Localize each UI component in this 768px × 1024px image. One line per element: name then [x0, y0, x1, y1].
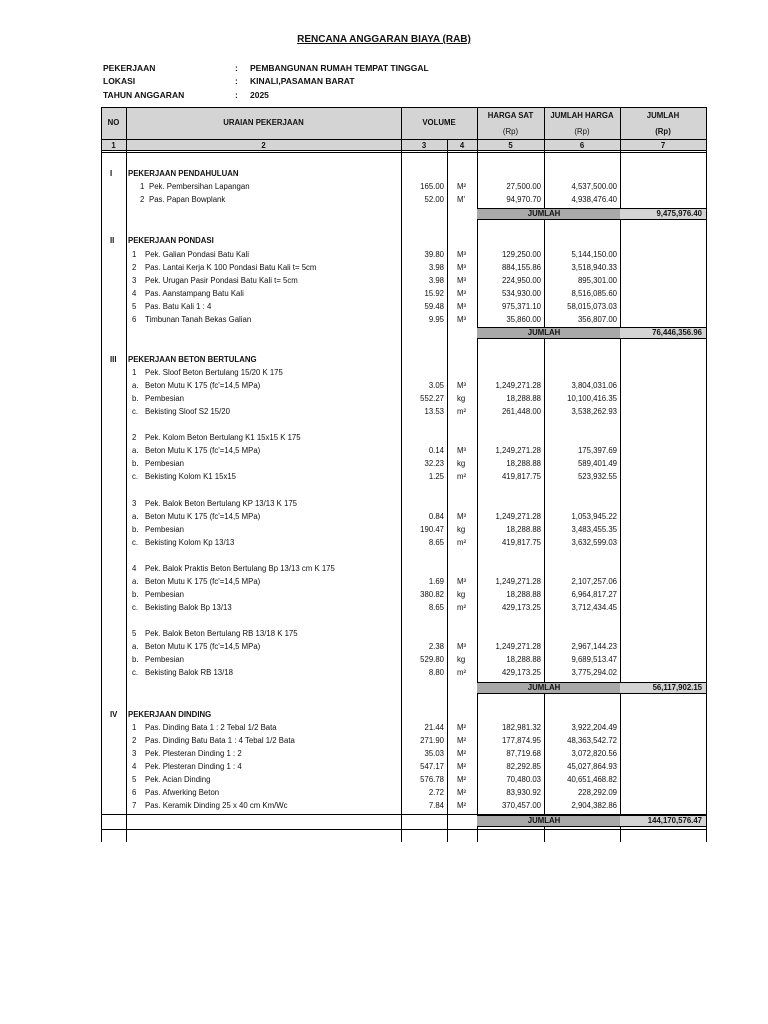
group-number: 4	[132, 564, 137, 573]
item-unit: M³	[457, 315, 467, 325]
item-description: Pek. Plesteran Dinding 1 : 2	[145, 749, 242, 759]
item-volume: 576.78	[420, 775, 444, 785]
item-unit: m²	[457, 472, 467, 482]
item-description: Pas. Batu Kali 1 : 4	[145, 302, 212, 312]
item-amount: 228,292.09	[577, 788, 617, 798]
section-title: PEKERJAAN DINDING	[128, 710, 212, 719]
section-total-value: 9,475,976.40	[656, 208, 702, 218]
group-number: 5	[132, 629, 137, 638]
item-number: a.	[132, 512, 139, 522]
header-col-number: 1	[111, 140, 116, 150]
item-description: Pas. Lantai Kerja K 100 Pondasi Batu Kali t= 5cm	[145, 263, 317, 273]
item-unit: M²	[457, 723, 467, 732]
item-volume: 8.65	[428, 538, 444, 548]
item-number: 2	[132, 736, 137, 746]
item-unit-price: 27,500.00	[506, 182, 541, 191]
item-amount: 4,537,500.00	[571, 182, 617, 191]
total-rule	[477, 338, 706, 339]
header-col-number: 5	[508, 140, 513, 150]
item-number: b.	[132, 655, 139, 665]
header-bottom-rule	[101, 139, 706, 140]
item-number: a.	[132, 577, 139, 587]
item-volume: 190.47	[420, 525, 444, 535]
info-key: PEKERJAAN	[103, 63, 156, 73]
total-rule	[477, 327, 706, 328]
item-amount: 356,807.00	[577, 315, 617, 325]
item-amount: 3,483,455.35	[571, 525, 617, 535]
item-unit-price: 129,250.00	[501, 250, 541, 259]
item-unit: M³	[457, 577, 467, 587]
item-volume: 271.90	[420, 736, 444, 746]
item-description: Pembesian	[145, 525, 185, 535]
item-amount: 3,775,294.02	[571, 668, 617, 678]
item-number: 2	[132, 263, 137, 273]
item-description: Bekisting Kolom Kp 13/13	[145, 538, 235, 548]
item-unit: M³	[457, 381, 467, 391]
total-rule	[477, 219, 706, 220]
section-number: IV	[110, 710, 118, 719]
item-volume: 1.25	[428, 472, 444, 482]
item-number: 7	[132, 801, 137, 811]
item-description: Pas. Dinding Bata 1 : 2 Tebal 1/2 Bata	[145, 723, 277, 732]
header-no: NO	[107, 118, 120, 127]
item-unit-price: 370,457.00	[501, 801, 541, 811]
table-bottom-rule	[101, 829, 706, 830]
item-amount: 589,401.49	[577, 459, 617, 469]
header-harga-sat-unit: (Rp)	[502, 127, 519, 136]
item-number: 5	[132, 775, 137, 785]
item-number: 6	[132, 788, 137, 798]
item-volume: 13.53	[424, 407, 444, 417]
item-unit: M³	[457, 276, 467, 286]
item-volume: 52.00	[424, 195, 444, 205]
item-volume: 529.80	[420, 655, 444, 665]
header-uraian: URAIAN PEKERJAAN	[223, 118, 304, 127]
item-amount: 5,144,150.00	[571, 250, 617, 259]
item-unit-price: 94,970.70	[506, 195, 541, 205]
item-number: b.	[132, 394, 139, 404]
item-unit-price: 18,288.88	[506, 394, 541, 404]
item-description: Pek. Urugan Pasir Pondasi Batu Kali t= 5cm	[145, 276, 298, 286]
header-volume: VOLUME	[422, 118, 456, 127]
group-number: 3	[132, 499, 137, 508]
item-amount: 3,538,262.93	[571, 407, 617, 417]
item-amount: 58,015,073.03	[567, 302, 617, 312]
item-unit-price: 18,288.88	[506, 590, 541, 600]
total-rule	[477, 208, 706, 209]
item-volume: 32.23	[424, 459, 444, 469]
item-unit: M³	[457, 289, 467, 299]
item-unit: M³	[457, 512, 467, 522]
item-number: c.	[132, 603, 139, 613]
item-volume: 7.84	[428, 801, 444, 811]
info-key: TAHUN ANGGARAN	[103, 90, 185, 100]
item-unit: kg	[457, 655, 466, 665]
item-number: b.	[132, 459, 139, 469]
item-number: c.	[132, 407, 139, 417]
item-amount: 9,689,513.47	[571, 655, 617, 665]
item-description: Bekisting Kolom K1 15x15	[145, 472, 237, 482]
item-amount: 10,100,416.35	[567, 394, 617, 404]
item-unit: kg	[457, 459, 466, 469]
section-total-value: 144,170,576.47	[647, 815, 702, 825]
item-number: b.	[132, 590, 139, 600]
item-unit-price: 419,817.75	[501, 538, 541, 548]
section-total-label: JUMLAH	[527, 682, 561, 692]
item-amount: 2,967,144.23	[571, 642, 617, 652]
item-volume: 39.80	[424, 250, 444, 259]
item-amount: 3,922,204.49	[571, 723, 617, 732]
item-unit: m²	[457, 407, 467, 417]
item-unit: M²	[457, 801, 467, 811]
item-amount: 1,053,945.22	[571, 512, 617, 522]
item-unit-price: 87,719.68	[506, 749, 541, 759]
section-total-value: 76,446,356.96	[652, 327, 702, 337]
item-number: 4	[132, 762, 137, 772]
item-volume: 3.05	[428, 381, 444, 391]
item-number: 2	[140, 195, 145, 205]
item-number: 3	[132, 276, 137, 286]
item-unit-price: 419,817.75	[501, 472, 541, 482]
item-volume: 8.80	[428, 668, 444, 678]
header-jumlah-harga-unit: (Rp)	[574, 127, 590, 136]
item-number: 1	[132, 250, 137, 259]
item-volume: 2.38	[428, 642, 444, 652]
section-title: PEKERJAAN BETON BERTULANG	[128, 355, 257, 364]
item-volume: 2.72	[428, 788, 444, 798]
item-unit: kg	[457, 590, 466, 600]
item-volume: 59.48	[424, 302, 444, 312]
group-number: 2	[132, 433, 137, 442]
item-volume: 3.98	[428, 276, 444, 286]
item-unit: m²	[457, 538, 467, 548]
item-volume: 9.95	[428, 315, 444, 325]
item-description: Pas. Keramik Dinding 25 x 40 cm Km/Wc	[145, 801, 288, 811]
item-unit-price: 82,292.85	[506, 762, 541, 772]
total-rule	[477, 815, 706, 816]
item-unit-price: 534,930.00	[501, 289, 541, 299]
item-description: Beton Mutu K 175 (fc'=14,5 MPa)	[145, 577, 261, 587]
section-total-value: 56,117,902.15	[652, 682, 702, 692]
section-total-label: JUMLAH	[527, 208, 561, 218]
item-unit-price: 83,930.92	[506, 788, 541, 798]
item-amount: 6,964,817.27	[571, 590, 617, 600]
item-amount: 3,712,434.45	[571, 603, 617, 613]
info-value: KINALI,PASAMAN BARAT	[250, 76, 355, 86]
item-unit: M²	[457, 775, 467, 785]
group-description: Pek. Balok Beton Bertulang RB 13/18 K 175	[145, 629, 298, 638]
item-unit-price: 18,288.88	[506, 525, 541, 535]
item-unit-price: 182,981.32	[501, 723, 541, 732]
item-volume: 165.00	[420, 182, 444, 191]
item-unit: M³	[457, 642, 467, 652]
group-number: 1	[132, 368, 137, 377]
item-unit-price: 70,480.03	[506, 775, 541, 785]
item-description: Beton Mutu K 175 (fc'=14,5 MPa)	[145, 642, 261, 652]
item-number: 6	[132, 315, 137, 325]
item-unit-price: 224,950.00	[501, 276, 541, 286]
section-total-label: JUMLAH	[527, 327, 561, 337]
item-volume: 0.14	[428, 446, 444, 456]
column-rule	[706, 107, 707, 842]
item-unit-price: 261,448.00	[501, 407, 541, 417]
item-amount: 3,518,940.33	[571, 263, 617, 273]
item-volume: 15.92	[424, 289, 444, 299]
item-description: Pek. Acian Dinding	[145, 775, 211, 785]
item-unit: kg	[457, 525, 466, 535]
item-unit: M²	[457, 788, 467, 798]
item-number: c.	[132, 668, 139, 678]
item-unit-price: 177,874.95	[501, 736, 541, 746]
item-description: Pembesian	[145, 394, 185, 404]
item-description: Pek. Pembersihan Lapangan	[149, 182, 250, 191]
item-unit: m²	[457, 668, 467, 678]
item-description: Pek. Plesteran Dinding 1 : 4	[145, 762, 242, 772]
info-colon: :	[235, 90, 238, 100]
item-description: Pembesian	[145, 590, 185, 600]
item-amount: 3,072,820.56	[571, 749, 617, 759]
table-top-border	[101, 107, 706, 108]
item-unit: M³	[457, 250, 467, 259]
column-rule	[447, 139, 448, 842]
item-description: Pas. Aanstampang Batu Kali	[145, 289, 244, 299]
item-unit: m²	[457, 603, 467, 613]
item-amount: 523,932.55	[577, 472, 617, 482]
item-unit-price: 1,249,271.28	[495, 577, 541, 587]
total-rule	[477, 826, 706, 827]
item-volume: 1.69	[428, 577, 444, 587]
item-unit: M³	[457, 302, 467, 312]
item-number: b.	[132, 525, 139, 535]
header-col-number: 3	[421, 140, 427, 150]
column-rule	[126, 107, 127, 842]
item-amount: 3,804,031.06	[571, 381, 617, 391]
item-number: 3	[132, 749, 137, 759]
item-number: a.	[132, 642, 139, 652]
item-unit: M²	[457, 736, 467, 746]
item-unit-price: 18,288.88	[506, 459, 541, 469]
column-rule	[101, 107, 102, 842]
item-description: Pembesian	[145, 655, 185, 665]
item-unit: M³	[457, 263, 467, 273]
item-description: Pembesian	[145, 459, 185, 469]
total-rule	[477, 693, 706, 694]
numbers-double-rule	[101, 152, 706, 153]
item-description: Pek. Galian Pondasi Batu Kali	[145, 250, 250, 259]
item-unit-price: 1,249,271.28	[495, 642, 541, 652]
item-volume: 35.03	[424, 749, 444, 759]
section-number: I	[110, 169, 113, 178]
item-amount: 175,397.69	[577, 446, 617, 456]
group-description: Pek. Balok Beton Bertulang KP 13/13 K 175	[145, 499, 298, 508]
section-title: PEKERJAAN PONDASI	[128, 236, 214, 245]
item-description: Bekisting Sloof S2 15/20	[145, 407, 230, 417]
header-col-number: 4	[459, 140, 465, 150]
item-volume: 547.17	[420, 762, 444, 772]
item-volume: 3.98	[428, 263, 444, 273]
item-unit-price: 429,173.25	[501, 603, 541, 613]
header-col-number: 2	[261, 140, 266, 150]
section-number: II	[110, 236, 115, 245]
group-description: Pek. Balok Praktis Beton Bertulang Bp 13/13 cm K 175	[145, 564, 335, 573]
info-colon: :	[235, 76, 238, 86]
item-description: Timbunan Tanah Bekas Galian	[145, 315, 252, 325]
item-volume: 552.27	[420, 394, 444, 404]
group-description: Pek. Kolom Beton Bertulang K1 15x15 K 175	[145, 433, 301, 442]
item-unit-price: 35,860.00	[506, 315, 541, 325]
item-description: Beton Mutu K 175 (fc'=14,5 MPa)	[145, 381, 261, 391]
info-value: PEMBANGUNAN RUMAH TEMPAT TINGGAL	[250, 63, 429, 73]
item-description: Bekisting Balok Bp 13/13	[145, 603, 232, 613]
item-unit-price: 1,249,271.28	[495, 512, 541, 522]
item-unit: M³	[457, 446, 467, 456]
header-col-number: 7	[660, 140, 666, 150]
item-unit-price: 1,249,271.28	[495, 446, 541, 456]
numbers-bottom-rule	[101, 150, 706, 151]
item-description: Pas. Afwerking Beton	[145, 788, 220, 798]
item-number: a.	[132, 446, 139, 456]
header-jumlah-unit: (Rp)	[655, 127, 671, 136]
page-title-text: RENCANA ANGGARAN BIAYA (RAB)	[297, 34, 471, 45]
item-amount: 8,516,085.60	[571, 289, 617, 299]
info-key: LOKASI	[103, 76, 136, 86]
group-description: Pek. Sloof Beton Bertulang 15/20 K 175	[145, 368, 283, 377]
item-number: a.	[132, 381, 139, 391]
item-unit-price: 1,249,271.28	[495, 381, 541, 391]
section-total-label: JUMLAH	[527, 815, 561, 825]
item-description: Bekisting Balok RB 13/18	[145, 668, 233, 678]
header-col-number: 6	[579, 140, 585, 150]
item-amount: 40,651,468.82	[567, 775, 617, 785]
item-unit: M²	[457, 762, 467, 772]
total-rule	[477, 682, 706, 683]
item-unit: M'	[457, 195, 465, 205]
header-jumlah: JUMLAH	[646, 111, 680, 120]
item-unit: M²	[457, 749, 467, 759]
section-title: PEKERJAAN PENDAHULUAN	[128, 169, 239, 178]
section-number: III	[110, 355, 117, 364]
item-number: 5	[132, 302, 137, 312]
info-colon: :	[235, 63, 238, 73]
item-amount: 2,904,382.86	[571, 801, 617, 811]
item-unit-price: 975,371.10	[501, 302, 541, 312]
item-number: 1	[140, 182, 145, 191]
item-description: Pas. Papan Bowplank	[149, 195, 226, 205]
item-unit-price: 18,288.88	[506, 655, 541, 665]
item-unit: kg	[457, 394, 466, 404]
item-number: 1	[132, 723, 137, 732]
item-unit-price: 429,173.25	[501, 668, 541, 678]
item-description: Beton Mutu K 175 (fc'=14,5 MPa)	[145, 446, 261, 456]
item-volume: 8.65	[428, 603, 444, 613]
item-amount: 895,301.00	[577, 276, 617, 286]
info-value: 2025	[250, 90, 269, 100]
item-volume: 0.84	[428, 512, 444, 522]
item-unit: M²	[457, 182, 467, 191]
item-amount: 45,027,864.93	[567, 762, 617, 772]
header-harga-sat: HARGA SAT	[487, 111, 534, 120]
item-number: c.	[132, 538, 139, 548]
item-description: Beton Mutu K 175 (fc'=14,5 MPa)	[145, 512, 261, 522]
item-volume: 380.82	[420, 590, 444, 600]
item-amount: 2,107,257.06	[571, 577, 617, 587]
item-number: 4	[132, 289, 137, 299]
item-volume: 21.44	[424, 723, 444, 732]
item-description: Pas. Dinding Batu Bata 1 : 4 Tebal 1/2 Bata	[145, 736, 295, 746]
item-amount: 48,363,542.72	[567, 736, 617, 746]
item-amount: 3,632,599.03	[571, 538, 617, 548]
item-unit-price: 884,155.86	[501, 263, 541, 273]
header-jumlah-harga: JUMLAH HARGA	[550, 111, 614, 120]
item-number: c.	[132, 472, 139, 482]
item-amount: 4,938,476.40	[571, 195, 617, 205]
